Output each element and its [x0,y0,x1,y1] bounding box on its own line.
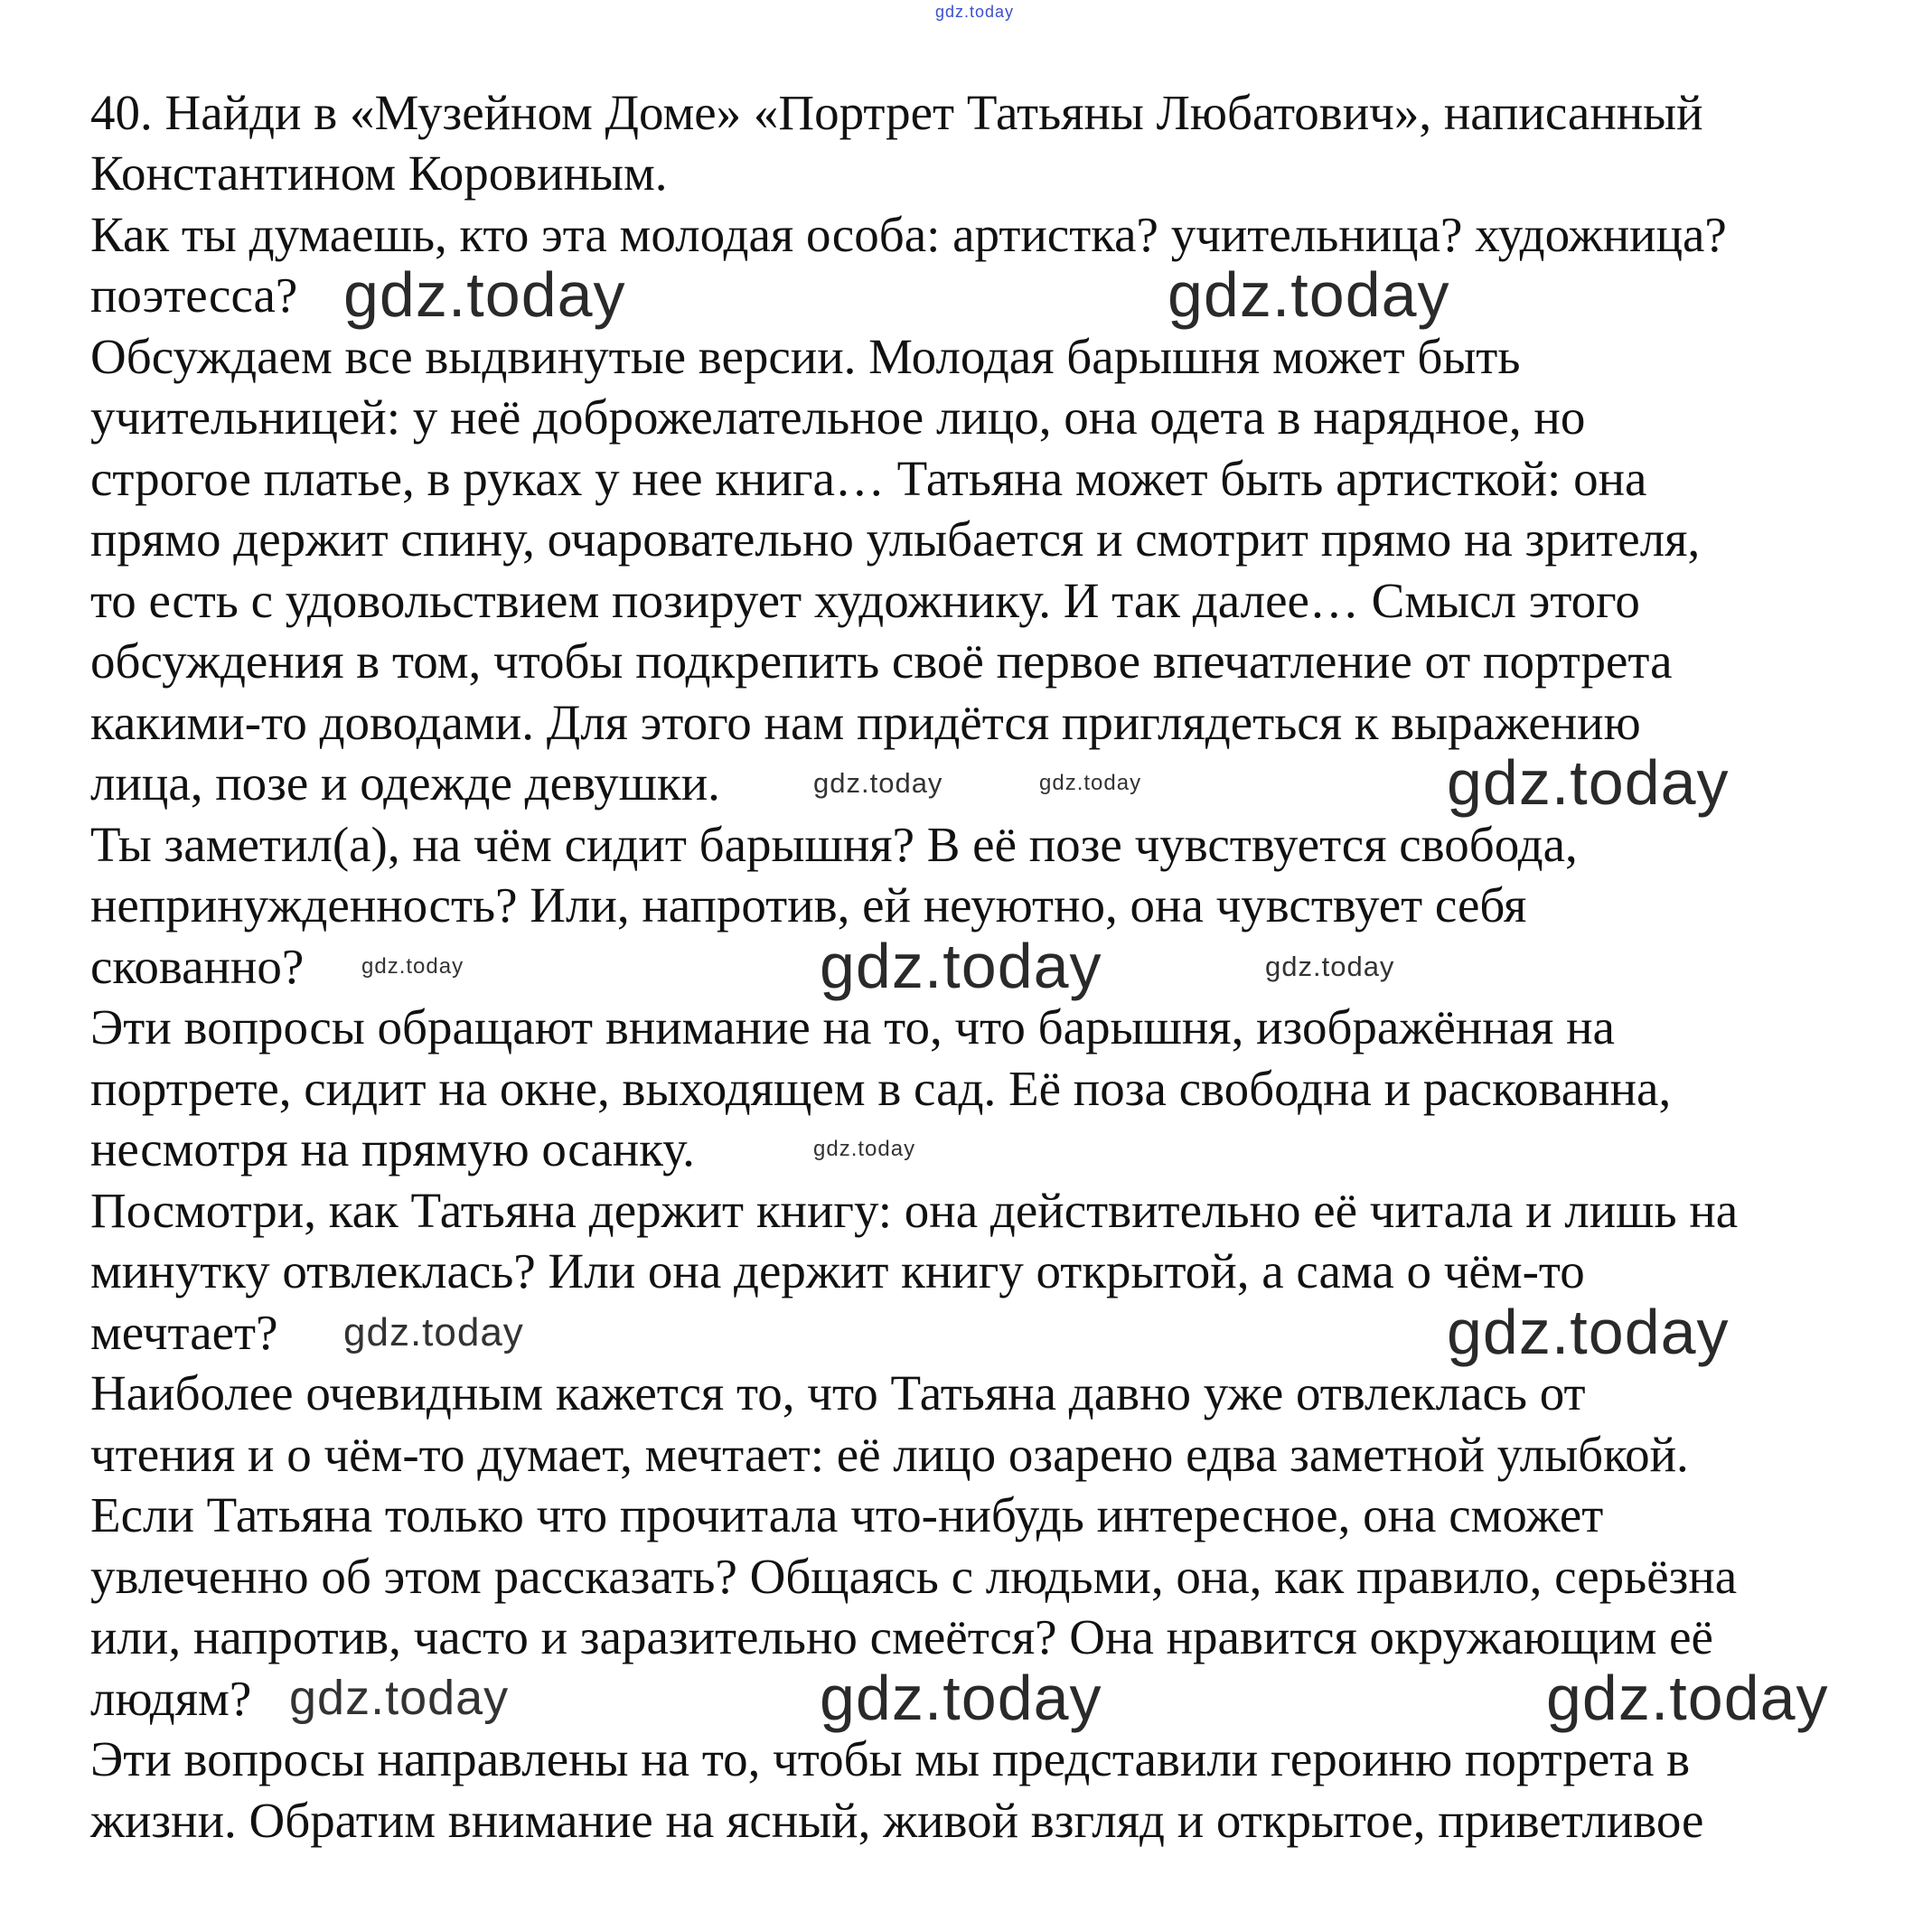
text-line: то есть с удовольствием позирует художнику. И так далее… Смысл этого [90,572,1640,628]
watermark: gdz.today [813,1137,916,1161]
text-line: Ты заметил(а), на чём сидит барышня? В её позе чувствуется свобода, [90,816,1578,872]
text-line: лица, позе и одежде девушки. [90,755,720,811]
watermark: gdz.today [1447,1296,1730,1367]
text-line: скованно? [90,938,305,994]
watermark: gdz.today [1265,950,1395,982]
text-line: Наиболее очевидным кажется то, что Татьяна давно уже отвлеклась от [90,1365,1586,1420]
text-line: Обсуждаем все выдвинутые версии. Молодая барышня может быть [90,328,1521,384]
text-line: 40. Найди в «Музейном Доме» «Портрет Татьяны Любатович», написанный [90,84,1703,140]
text-line: Эти вопросы обращают внимание на то, что барышня, изображённая на [90,999,1615,1055]
watermark: gdz.today [343,1309,524,1355]
text-line: чтения и о чём-то думает, мечтает: её лицо озарено едва заметной улыбкой. [90,1426,1689,1482]
text-line: Если Татьяна только что прочитала что-нибудь интересное, она сможет [90,1487,1604,1542]
watermark: gdz.today [820,1662,1102,1733]
text-line: поэтесса? [90,267,298,323]
watermark: gdz.today [1039,771,1142,795]
text-line: строгое платье, в руках у нее книга… Татьяна может быть артисткой: она [90,450,1647,506]
watermark: gdz.today [1546,1662,1829,1733]
text-line: непринужденность? Или, напротив, ей неуютно, она чувствует себя [90,877,1527,933]
text-line: портрете, сидит на окне, выходящем в сад. Её поза свободна и раскованна, [90,1060,1672,1116]
text-line: Посмотри, как Татьяна держит книгу: она действительно её читала и лишь на [90,1182,1739,1238]
watermark: gdz.today [820,930,1102,1001]
watermark: gdz.today [361,953,464,979]
text-line: мечтает? [90,1304,278,1360]
watermark: gdz.today [343,259,626,330]
watermark: gdz.today [1168,259,1450,330]
text-line: обсуждения в том, чтобы подкрепить своё первое впечатление от портрета [90,633,1673,689]
text-line: увлеченно об этом рассказать? Общаясь с людьми, она, как правило, серьёзна [90,1548,1738,1604]
text-line: людям? [90,1670,252,1726]
text-line: Эти вопросы направлены на то, чтобы мы представили героиню портрета в [90,1731,1691,1786]
watermark: gdz.today [1447,747,1730,818]
text-line: минутку отвлеклась? Или она держит книгу открытой, а сама о чём-то [90,1243,1585,1298]
watermark: gdz.today [289,1670,510,1725]
text-line: какими-то доводами. Для этого нам придётся приглядеться к выражению [90,694,1641,750]
text-line: учительницей: у неё доброжелательное лицо, она одета в нарядное, но [90,389,1586,445]
text-line: жизни. Обратим внимание на ясный, живой взгляд и открытое, приветливое [90,1792,1704,1848]
text-line: или, напротив, часто и заразительно смеётся? Она нравится окружающим её [90,1609,1713,1664]
text-line: несмотря на прямую осанку. [90,1121,695,1176]
watermark: gdz.today [813,767,943,799]
text-line: Константином Коровиным. [90,145,668,201]
watermark-header: gdz.today [935,3,1015,21]
text-line: Как ты думаешь, кто эта молодая особа: артистка? учительница? художница? [90,206,1727,262]
text-line: прямо держит спину, очаровательно улыбается и смотрит прямо на зрителя, [90,511,1701,567]
